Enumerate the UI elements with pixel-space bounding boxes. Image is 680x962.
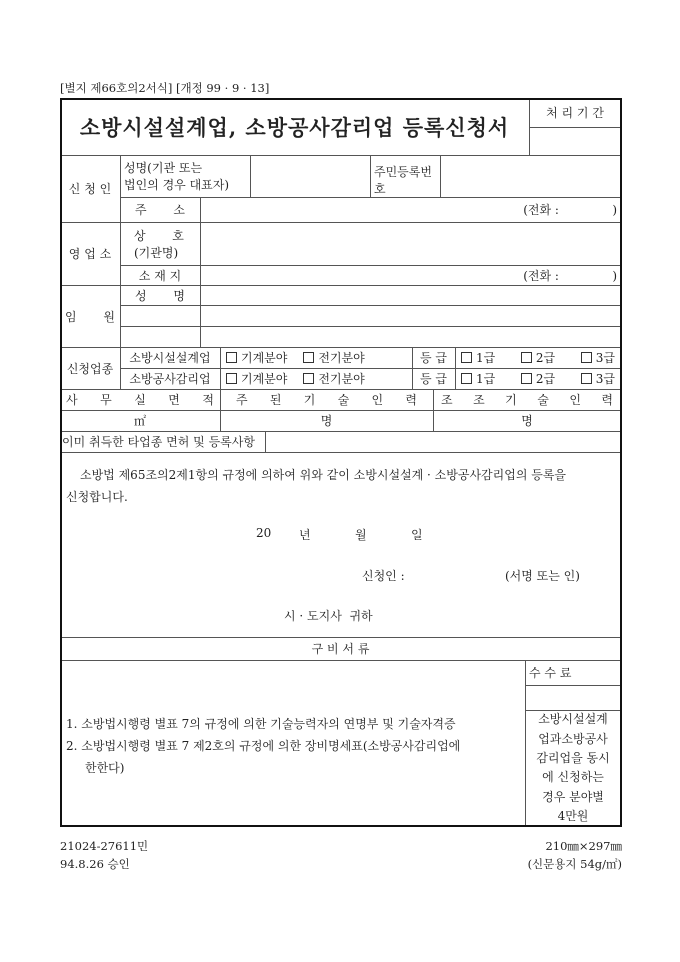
processing-period-value[interactable] [529, 127, 622, 156]
grade-3: 3급 [595, 372, 615, 386]
office-area-header [60, 389, 221, 411]
option-mechanical: 기계분야 [241, 372, 288, 386]
fee-description [525, 710, 622, 827]
business-name-2: 소방공사감리업 [120, 368, 221, 390]
paper-size: 210㎜×297㎜ [545, 839, 622, 853]
checkbox-electrical-1[interactable] [303, 352, 314, 363]
option-electrical: 전기분야 [318, 351, 365, 365]
grade-options-2 [455, 368, 622, 390]
trade-name-label [120, 222, 201, 266]
officer-label-2 [120, 305, 201, 327]
field-options-1 [220, 347, 413, 369]
checkbox-grade2[interactable] [521, 373, 532, 384]
text-segment: 주 [236, 393, 248, 407]
grade-1: 1급 [476, 372, 496, 386]
text-segment: 술 [537, 393, 549, 407]
text-segment: 된 [269, 393, 282, 407]
trade-name-line2: (기관명) [134, 245, 179, 260]
text-segment: 업과소방공사 [538, 731, 608, 746]
name-label-line1: 성명(기관 또는 [124, 161, 203, 175]
location-label: 소 재 지 [120, 265, 201, 286]
date-year-label: 년 [299, 528, 311, 542]
text-segment: 조 [441, 393, 453, 407]
text-segment: 소방시설설계 [538, 712, 608, 727]
text-segment: 력 [405, 393, 417, 407]
form-title-cell [60, 98, 530, 156]
text-segment: 기 [505, 393, 517, 407]
text-segment: 사 [66, 393, 78, 407]
fee-blank [525, 685, 622, 711]
paper-type: (신문용지 54g/㎡) [527, 857, 622, 871]
statement-line1: 소방법 제65조의2제1항의 규정에 의하여 위와 같이 소방시설설계 · 소방공사감리업의 등록을 [80, 468, 566, 482]
trade-name-field[interactable] [200, 222, 622, 266]
text-segment: 면 [168, 393, 180, 407]
field-options-2 [220, 368, 413, 390]
grade-2: 2급 [535, 372, 556, 386]
assist-tech-header [433, 389, 622, 411]
business-type-label: 신청업종 [60, 347, 121, 390]
date-year: 20 [256, 526, 272, 540]
applicant-label: 신 청 인 [60, 155, 121, 223]
phone-label: (전화 : ) [523, 268, 617, 283]
address-field[interactable] [200, 197, 622, 223]
grade-2: 2급 [535, 351, 556, 365]
text-segment: 에 신청하는 [542, 770, 604, 785]
fee-label: 수 수 료 [525, 660, 622, 686]
checkbox-grade3[interactable] [581, 352, 592, 363]
rrn-field[interactable] [440, 155, 622, 198]
recipient: 시 · 도지사 귀하 [284, 609, 373, 623]
text-segment: 경우 분야별 [542, 789, 604, 804]
trade-name-line1: 상 호 [134, 228, 184, 243]
officer-field-3[interactable] [200, 326, 622, 348]
checkbox-grade3[interactable] [581, 373, 592, 384]
text-segment: 력 [601, 393, 613, 407]
location-field[interactable] [200, 265, 622, 286]
applicant-sign-label: 신청인 : [362, 569, 405, 583]
checkbox-grade1[interactable] [461, 352, 472, 363]
main-tech-field[interactable]: 명 [220, 410, 434, 432]
prior-license-field[interactable] [265, 431, 622, 453]
date-month-label: 월 [355, 528, 367, 542]
checkbox-mechanical-1[interactable] [226, 352, 237, 363]
grade-1: 1급 [476, 351, 496, 365]
prior-license-label: 이미 취득한 타업종 면허 및 등록사항 [60, 431, 266, 453]
grade-label-1: 등 급 [412, 347, 456, 369]
business-name-1: 소방시설설계업 [120, 347, 221, 369]
checkbox-grade2[interactable] [521, 352, 532, 363]
statement-line2: 신청합니다. [66, 490, 128, 504]
rrn-label: 주민등록번호 [370, 155, 441, 198]
address-label: 주 소 [120, 197, 201, 223]
grade-3: 3급 [595, 351, 615, 365]
docs-header: 구 비 서 류 [60, 637, 622, 661]
text-segment: 술 [337, 393, 350, 407]
text-segment: 무 [100, 393, 112, 407]
officers-label: 임 원 [60, 285, 121, 348]
text-segment: 4만원 [557, 808, 589, 823]
approval-date: 94.8.26 승인 [60, 857, 130, 871]
option-mechanical: 기계분야 [241, 351, 288, 365]
text-segment: 기 [303, 393, 316, 407]
checkbox-grade1[interactable] [461, 373, 472, 384]
text-segment: 조 [473, 393, 485, 407]
checkbox-mechanical-2[interactable] [226, 373, 237, 384]
processing-period-label: 처 리 기 간 [529, 98, 622, 128]
office-area-field[interactable]: ㎡ [60, 410, 221, 432]
form-title: 소방시설설계업, 소방공사감리업 등록신청서 [79, 114, 510, 140]
sign-note: (서명 또는 인) [505, 569, 580, 583]
grade-label-2: 등 급 [412, 368, 456, 390]
doc-item-1: 1. 소방법시행령 별표 7의 규정에 의한 기술능력자의 연명부 및 기술자격증 [66, 717, 456, 731]
name-label-line2: 법인의 경우 대표자) [124, 178, 230, 192]
form-code: 21024-27611민 [60, 839, 149, 853]
doc-item-2-cont: 한한다) [85, 761, 125, 775]
assist-tech-field[interactable]: 명 [433, 410, 622, 432]
applicant-name-label [120, 155, 251, 198]
text-segment: 인 [569, 393, 581, 407]
grade-options-1 [455, 347, 622, 369]
officer-field-1[interactable] [200, 285, 622, 306]
text-segment: 인 [371, 393, 384, 407]
office-label: 영 업 소 [60, 222, 121, 286]
text-segment: 적 [202, 393, 214, 407]
text-segment: 실 [134, 393, 146, 407]
applicant-name-field[interactable] [250, 155, 371, 198]
doc-item-2: 2. 소방법시행령 별표 7 제2호의 규정에 의한 장비명세표(소방공사감리업에 [66, 739, 461, 753]
phone-label: (전화 : ) [523, 203, 617, 217]
option-electrical: 전기분야 [318, 372, 365, 386]
officer-label-3 [120, 326, 201, 348]
main-tech-header [220, 389, 434, 411]
checkbox-electrical-2[interactable] [303, 373, 314, 384]
date-day-label: 일 [411, 528, 423, 542]
officer-field-2[interactable] [200, 305, 622, 327]
form-reference: [별지 제66호의2서식] [개정 99 · 9 · 13] [60, 81, 270, 95]
officer-name-label: 성 명 [120, 285, 201, 306]
text-segment: 감리업을 동시 [536, 750, 610, 765]
